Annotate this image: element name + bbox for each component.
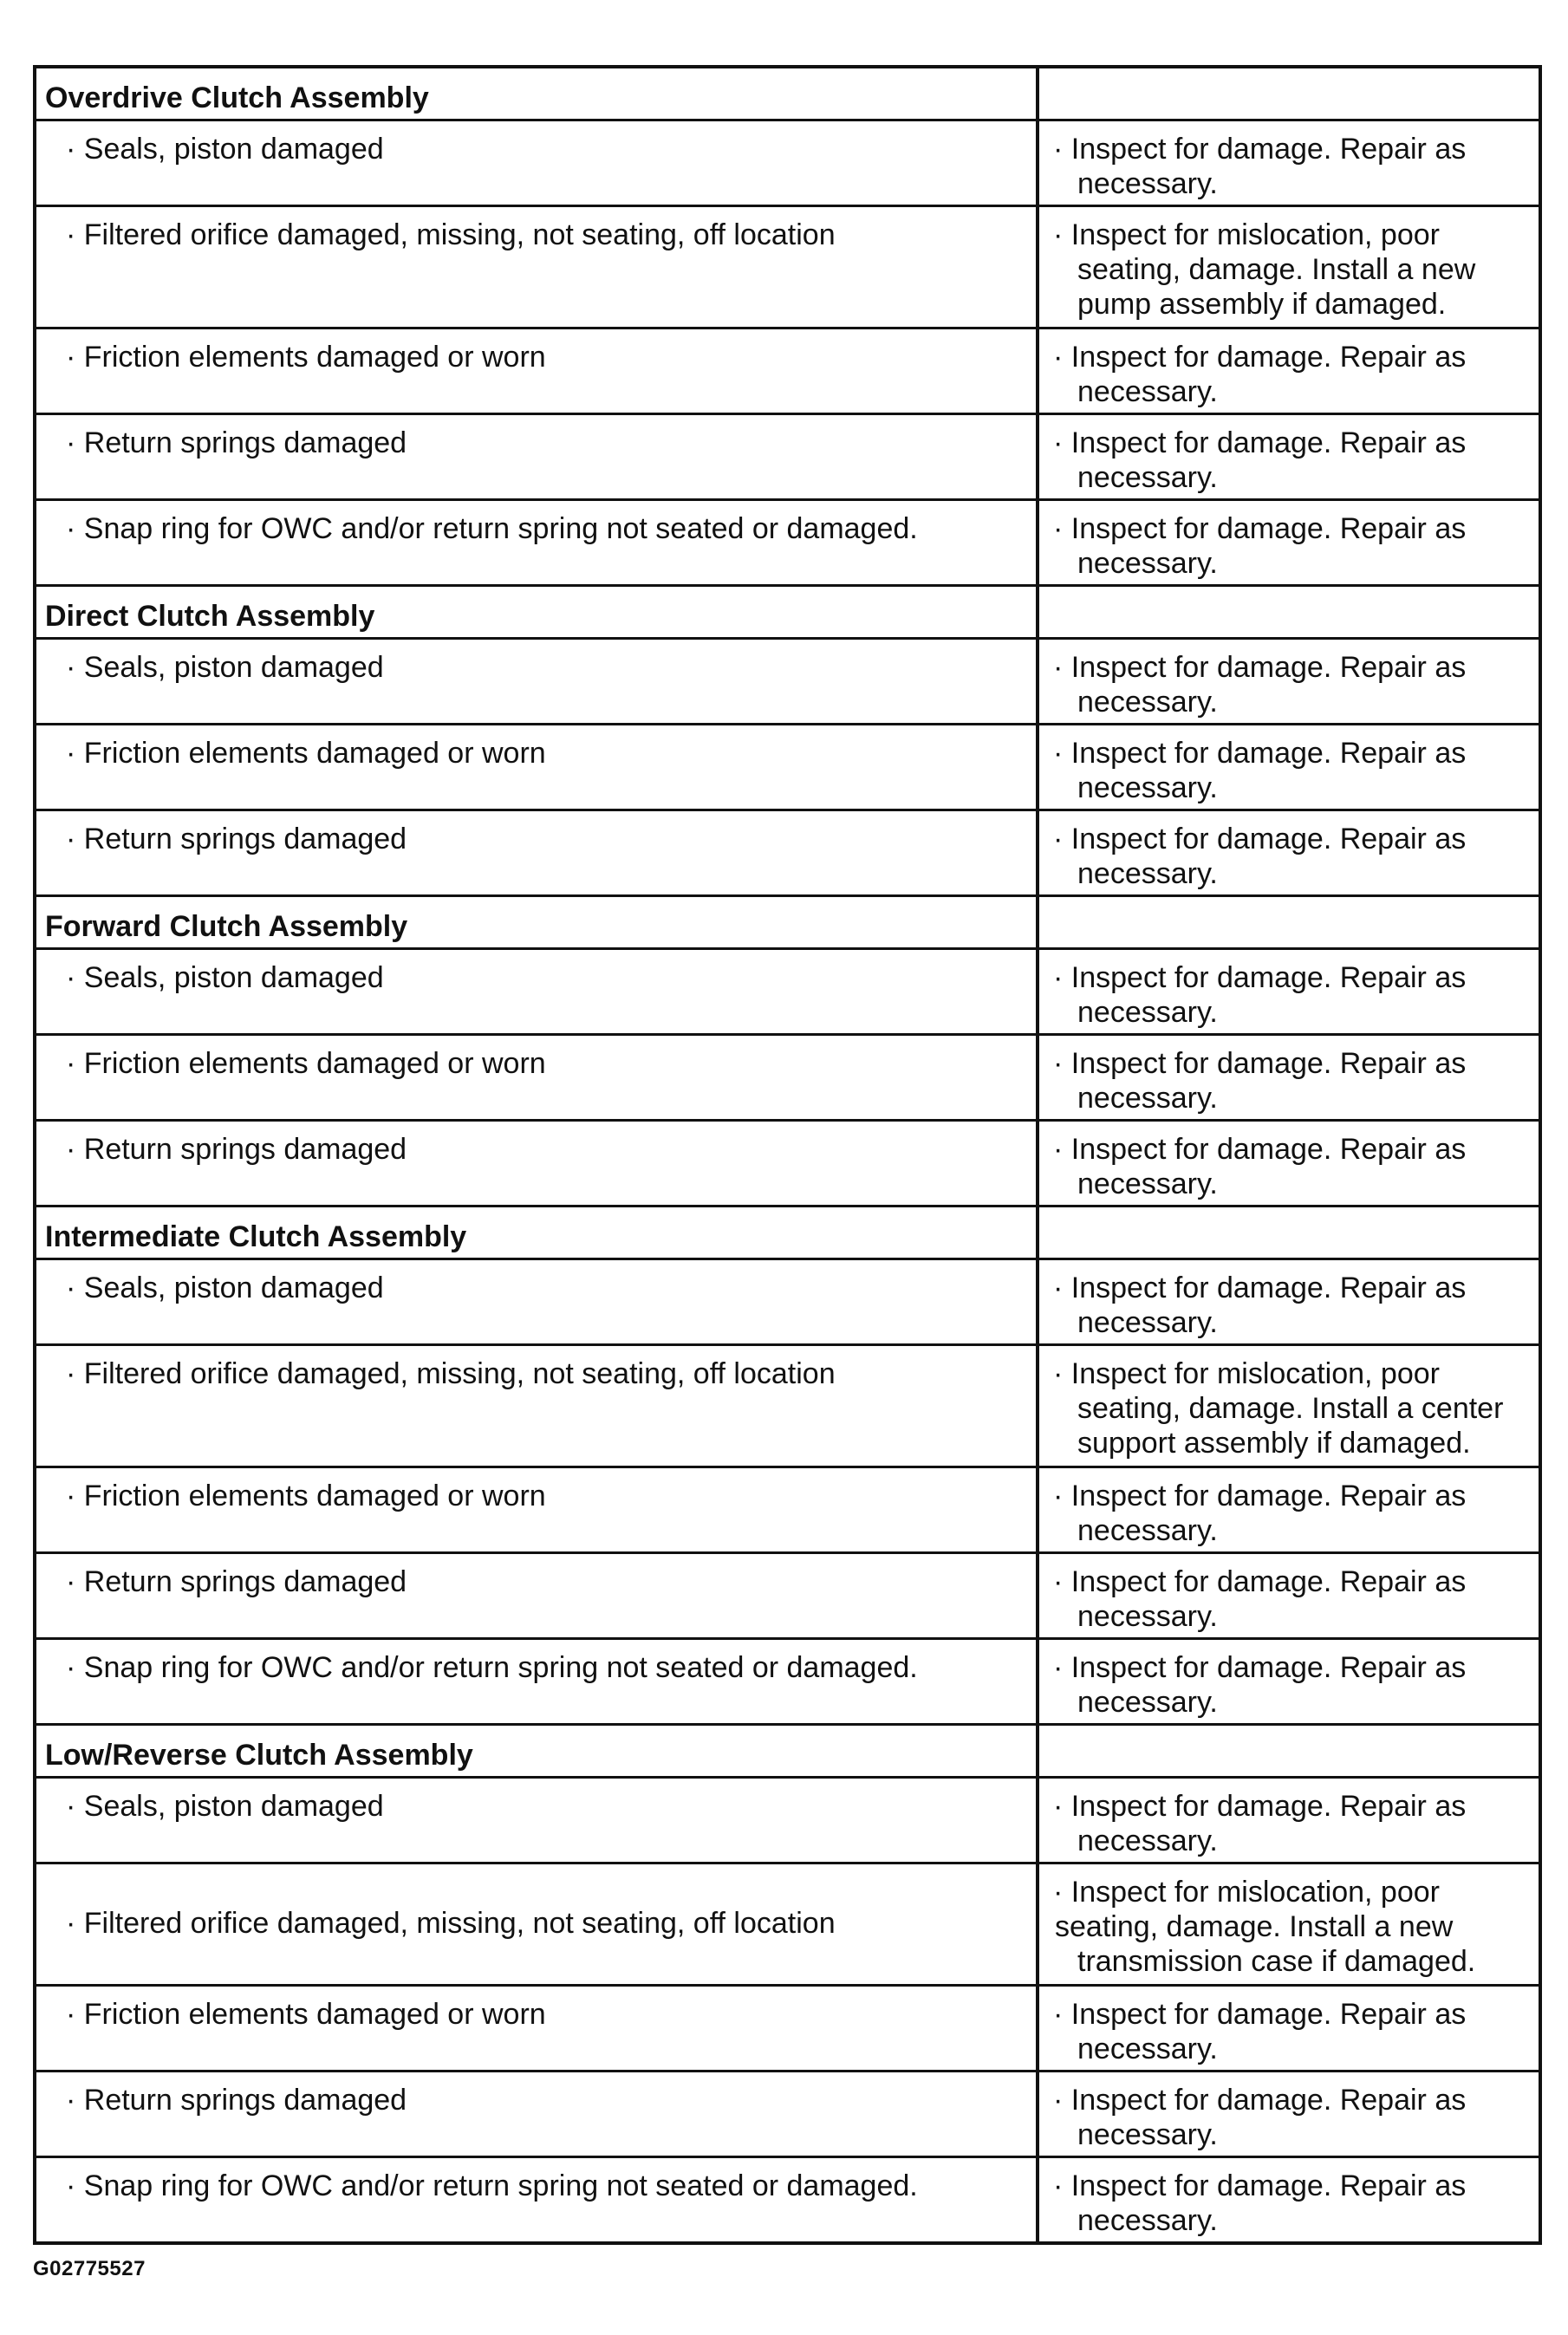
condition-cell [35, 414, 1038, 500]
action-line: seating, damage. Install a center [1077, 1392, 1504, 1425]
action-cell [1038, 328, 1540, 414]
action-text [1039, 1468, 1539, 1548]
action-line: · Inspect for damage. Repair as [1053, 823, 1467, 855]
action-text [1039, 1779, 1539, 1858]
action-line: · Inspect for damage. Repair as [1053, 1047, 1467, 1080]
action-text [1039, 811, 1539, 891]
action-text [1039, 1122, 1539, 1201]
condition-cell [35, 1553, 1038, 1639]
action-text [1039, 640, 1539, 719]
action-line: necessary. [1077, 167, 1218, 200]
section-empty-cell [1038, 586, 1540, 639]
table-row [35, 2072, 1540, 2157]
action-line: necessary. [1077, 1082, 1218, 1115]
action-line: · Inspect for damage. Repair as [1053, 2084, 1467, 2117]
table-row [35, 328, 1540, 414]
action-cell [1038, 1345, 1540, 1467]
action-text [1039, 1260, 1539, 1340]
action-text [1039, 1640, 1539, 1720]
table-row [35, 1553, 1540, 1639]
action-text [1039, 950, 1539, 1030]
action-line: support assembly if damaged. [1077, 1427, 1471, 1460]
action-line: necessary. [1077, 1824, 1218, 1857]
action-line: · Inspect for damage. Repair as [1053, 512, 1467, 545]
action-cell [1038, 1035, 1540, 1121]
condition-text: · Seals, piston damaged [66, 1790, 384, 1823]
figure-id: G02775527 [33, 2257, 146, 2280]
section-title: Low/Reverse Clutch Assembly [45, 1739, 473, 1772]
condition-text: · Friction elements damaged or worn [66, 737, 546, 770]
action-line: necessary. [1077, 547, 1218, 580]
action-cell [1038, 1467, 1540, 1553]
condition-cell [35, 206, 1038, 328]
table-row [35, 725, 1540, 810]
action-line: seating, damage. Install a new [1055, 1910, 1454, 1943]
action-line: necessary. [1077, 2204, 1218, 2237]
section-header-row [35, 67, 1540, 120]
condition-cell [35, 120, 1038, 206]
action-line: necessary. [1077, 996, 1218, 1029]
action-cell [1038, 1121, 1540, 1207]
section-header-row [35, 1725, 1540, 1778]
action-text [1039, 501, 1539, 581]
table-row [35, 414, 1540, 500]
diagnosis-table [33, 65, 1542, 2245]
action-line: · Inspect for mislocation, poor [1053, 1876, 1440, 1909]
action-line: · Inspect for mislocation, poor [1053, 1357, 1440, 1390]
condition-text: · Seals, piston damaged [66, 961, 384, 994]
action-line: necessary. [1077, 1514, 1218, 1547]
action-line: necessary. [1077, 2118, 1218, 2151]
action-line: · Inspect for damage. Repair as [1053, 1565, 1467, 1598]
table-row [35, 1639, 1540, 1725]
action-line: · Inspect for damage. Repair as [1053, 961, 1467, 994]
action-line: · Inspect for mislocation, poor [1053, 218, 1440, 251]
condition-cell [35, 639, 1038, 725]
condition-text: · Return springs damaged [66, 426, 407, 459]
section-empty-cell [1038, 67, 1540, 120]
action-line: necessary. [1077, 375, 1218, 408]
action-line: · Inspect for damage. Repair as [1053, 426, 1467, 459]
action-cell [1038, 1778, 1540, 1863]
section-title-cell [35, 67, 1038, 120]
action-cell [1038, 1986, 1540, 2072]
condition-cell [35, 1259, 1038, 1345]
section-title: Forward Clutch Assembly [45, 910, 408, 943]
action-text [1039, 329, 1539, 409]
action-line: seating, damage. Install a new [1077, 253, 1476, 286]
table-row [35, 500, 1540, 586]
table-row [35, 206, 1540, 328]
action-line: necessary. [1077, 461, 1218, 494]
table-row [35, 120, 1540, 206]
action-line: · Inspect for damage. Repair as [1053, 651, 1467, 684]
condition-cell [35, 500, 1038, 586]
table-row [35, 1986, 1540, 2072]
condition-cell [35, 1467, 1038, 1553]
condition-cell [35, 1345, 1038, 1467]
condition-text: · Snap ring for OWC and/or return spring not seated or damaged. [66, 2169, 918, 2202]
action-cell [1038, 949, 1540, 1035]
section-title-cell [35, 1725, 1038, 1778]
condition-text: · Seals, piston damaged [66, 1272, 384, 1304]
condition-text: · Return springs damaged [66, 823, 407, 855]
action-cell [1038, 414, 1540, 500]
action-line: · Inspect for damage. Repair as [1053, 737, 1467, 770]
action-line: · Inspect for damage. Repair as [1053, 1272, 1467, 1304]
table-row [35, 639, 1540, 725]
table-row [35, 1778, 1540, 1863]
action-line: · Inspect for damage. Repair as [1053, 341, 1467, 374]
action-line: transmission case if damaged. [1077, 1945, 1476, 1978]
action-cell [1038, 1553, 1540, 1639]
section-title-cell [35, 1207, 1038, 1259]
action-cell [1038, 725, 1540, 810]
condition-text: · Friction elements damaged or worn [66, 1480, 546, 1512]
condition-text: · Friction elements damaged or worn [66, 1047, 546, 1080]
action-cell [1038, 2072, 1540, 2157]
action-line: necessary. [1077, 1306, 1218, 1339]
action-line: · Inspect for damage. Repair as [1053, 2169, 1467, 2202]
action-cell [1038, 1863, 1540, 1986]
action-cell [1038, 120, 1540, 206]
action-text [1039, 1036, 1539, 1115]
condition-text: · Friction elements damaged or worn [66, 1998, 546, 2031]
condition-cell [35, 725, 1038, 810]
condition-text: · Return springs damaged [66, 2084, 407, 2117]
action-line: necessary. [1077, 771, 1218, 804]
section-title-cell [35, 896, 1038, 949]
table-row [35, 1345, 1540, 1467]
table-row [35, 949, 1540, 1035]
section-header-row [35, 1207, 1540, 1259]
action-cell [1038, 639, 1540, 725]
condition-text: · Snap ring for OWC and/or return spring not seated or damaged. [66, 512, 918, 545]
condition-cell [35, 328, 1038, 414]
action-cell [1038, 810, 1540, 896]
diagnosis-table-body [35, 67, 1540, 2243]
condition-text: · Snap ring for OWC and/or return spring not seated or damaged. [66, 1651, 918, 1684]
action-text [1039, 725, 1539, 805]
table-row [35, 810, 1540, 896]
action-line: · Inspect for damage. Repair as [1053, 1790, 1467, 1823]
table-row [35, 1863, 1540, 1986]
action-cell [1038, 1259, 1540, 1345]
action-text [1039, 207, 1539, 322]
condition-text: · Filtered orifice damaged, missing, not seating, off location [66, 1907, 836, 1940]
action-line: · Inspect for damage. Repair as [1053, 1998, 1467, 2031]
condition-cell [35, 1639, 1038, 1725]
action-cell [1038, 2157, 1540, 2244]
action-text [1039, 415, 1539, 495]
condition-text: · Seals, piston damaged [66, 133, 384, 166]
action-line: necessary. [1077, 686, 1218, 719]
action-cell [1038, 206, 1540, 328]
action-text [1039, 1346, 1539, 1460]
condition-text: · Return springs damaged [66, 1565, 407, 1598]
condition-text: · Seals, piston damaged [66, 651, 384, 684]
action-text [1039, 121, 1539, 201]
section-title: Intermediate Clutch Assembly [45, 1220, 467, 1253]
action-line: necessary. [1077, 1600, 1218, 1633]
condition-cell [35, 1121, 1038, 1207]
condition-cell [35, 810, 1038, 896]
action-line: necessary. [1077, 1686, 1218, 1719]
action-text [1039, 2158, 1539, 2238]
action-line: · Inspect for damage. Repair as [1053, 1651, 1467, 1684]
table-row [35, 1035, 1540, 1121]
section-title: Overdrive Clutch Assembly [45, 81, 429, 114]
condition-cell [35, 1986, 1038, 2072]
action-line: · Inspect for damage. Repair as [1053, 1133, 1467, 1166]
section-empty-cell [1038, 1725, 1540, 1778]
condition-text: · Filtered orifice damaged, missing, not seating, off location [66, 1357, 836, 1390]
section-header-row [35, 586, 1540, 639]
condition-cell [35, 2072, 1038, 2157]
condition-cell [35, 949, 1038, 1035]
condition-text: · Return springs damaged [66, 1133, 407, 1166]
diagnosis-table-container [33, 65, 1542, 2245]
section-header-row [35, 896, 1540, 949]
condition-cell [35, 2157, 1038, 2244]
action-cell [1038, 1639, 1540, 1725]
action-line: · Inspect for damage. Repair as [1053, 1480, 1467, 1512]
section-empty-cell [1038, 1207, 1540, 1259]
action-line: necessary. [1077, 2033, 1218, 2065]
section-empty-cell [1038, 896, 1540, 949]
condition-cell [35, 1778, 1038, 1863]
table-row [35, 1259, 1540, 1345]
condition-cell [35, 1863, 1038, 1986]
condition-text: · Filtered orifice damaged, missing, not seating, off location [66, 218, 836, 251]
action-text [1039, 2072, 1539, 2152]
action-line: necessary. [1077, 1168, 1218, 1200]
action-line: pump assembly if damaged. [1077, 288, 1447, 321]
condition-text: · Friction elements damaged or worn [66, 341, 546, 374]
table-row [35, 1467, 1540, 1553]
action-text [1039, 1554, 1539, 1634]
action-text [1039, 1987, 1539, 2066]
section-title-cell [35, 586, 1038, 639]
action-line: · Inspect for damage. Repair as [1053, 133, 1467, 166]
action-line: necessary. [1077, 857, 1218, 890]
table-row [35, 1121, 1540, 1207]
section-title: Direct Clutch Assembly [45, 600, 375, 633]
condition-cell [35, 1035, 1038, 1121]
action-text [1039, 1864, 1539, 1979]
action-cell [1038, 500, 1540, 586]
table-row [35, 2157, 1540, 2244]
